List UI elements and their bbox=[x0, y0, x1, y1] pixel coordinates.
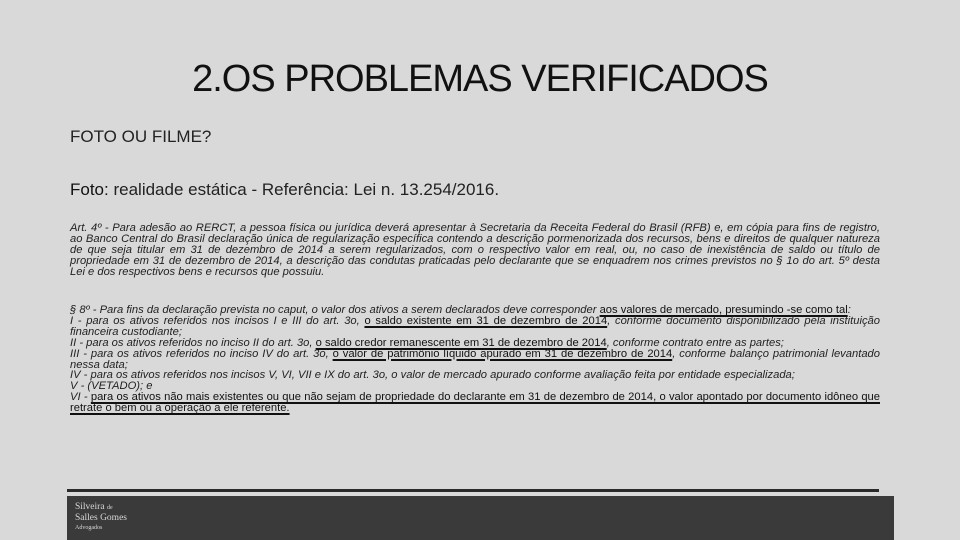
intro-end: : bbox=[847, 304, 851, 316]
inciso-vi bbox=[70, 392, 880, 414]
inciso-vi-a: VI - bbox=[70, 391, 91, 404]
logo-small: de bbox=[106, 505, 113, 511]
slide-title: 2.OS PROBLEMAS VERIFICADOS bbox=[192, 58, 768, 100]
intro-text: § 8º - Para fins da declaração prevista no caput, o valor dos ativos a serem declarados deve corresponder bbox=[70, 304, 600, 316]
inciso-i-underlined: o saldo existente em 31 de dezembro de 2014 bbox=[364, 314, 608, 327]
logo-line-1: Silveira bbox=[75, 502, 105, 512]
inciso-iv: IV - para os ativos referidos nos incisos V, VI, VII e IX do art. 3o, o valor de mercado apurado conforme avaliação feita por entidade especializada; bbox=[70, 369, 795, 382]
inciso-ii-underlined: o saldo credor remanescente em 31 de dezembro de 2014 bbox=[315, 336, 607, 349]
intro-underlined: aos valores de mercado, presumindo -se como tal bbox=[599, 304, 848, 316]
inciso-i-b: , conforme documento disponibilizado pela instituição financeira custodiante; bbox=[70, 314, 880, 338]
article-4-text: - Para adesão ao RERCT, a pessoa física ou jurídica deverá apresentar à Secretaria da Receita Federal do Brasil (RFB) e, em cópia para fins de registro, ao Banco Central do Brasil declaração única de regularização específica contendo a descrição pormenorizada dos recursos, bens e direitos de qualquer natureza de que seja titular em 31 de dezembro de 2014 a serem regularizados, com o respectivo valor em real, ou, no caso de inexistência de saldo ou título de propriedade em 31 de dezembro de 2014, a descrição das condutas praticadas pelo declarante que se enquadrem nos crimes previstos no § 1o do art. 5º desta Lei e dos respectivos bens e recursos que possuiu. bbox=[70, 222, 881, 278]
foto-line bbox=[70, 180, 499, 200]
inciso-vi-underlined: para os ativos não mais existentes ou que não sejam de propriedade do declarante em 31 de dezembro de 2014, o valor apontado por documento idôneo que retrate o bem ou a operação a ele referente. bbox=[70, 391, 880, 415]
inciso-v: V - (VETADO); e bbox=[70, 380, 153, 393]
inciso-iii-a: III - para os ativos referidos no inciso IV do art. 3o, bbox=[70, 347, 333, 360]
inciso-iii-underlined: o valor de patrimônio líquido apurado em 31 de dezembro de 2014 bbox=[332, 347, 673, 360]
firm-logo bbox=[75, 502, 127, 533]
logo-line-3: Advogados bbox=[75, 525, 103, 531]
inciso-iii-b: , conforme balanço patrimonial levantado nessa data; bbox=[70, 347, 880, 371]
inciso-iii bbox=[70, 349, 880, 371]
slide-subtitle: FOTO OU FILME? bbox=[70, 127, 212, 146]
inciso-ii-b: , conforme contrato entre as partes; bbox=[606, 336, 784, 349]
logo-line-2: Salles Gomes bbox=[75, 513, 127, 523]
footer-bar bbox=[67, 496, 894, 540]
inciso-i-a: I - para os ativos referidos nos incisos I e III do art. 3o, bbox=[70, 314, 365, 327]
inciso-i bbox=[70, 316, 880, 338]
foto-label: Foto: bbox=[70, 180, 109, 199]
foto-text: realidade estática - Referência: Lei n. 13.254/2016. bbox=[108, 180, 500, 199]
paragraph-8 bbox=[70, 305, 880, 414]
article-4-paragraph bbox=[70, 223, 880, 278]
inciso-ii-a: II - para os ativos referidos no inciso II do art. 3o, bbox=[70, 336, 316, 349]
divider-rule bbox=[67, 489, 879, 492]
article-4-label: Art. 4º bbox=[70, 222, 102, 234]
